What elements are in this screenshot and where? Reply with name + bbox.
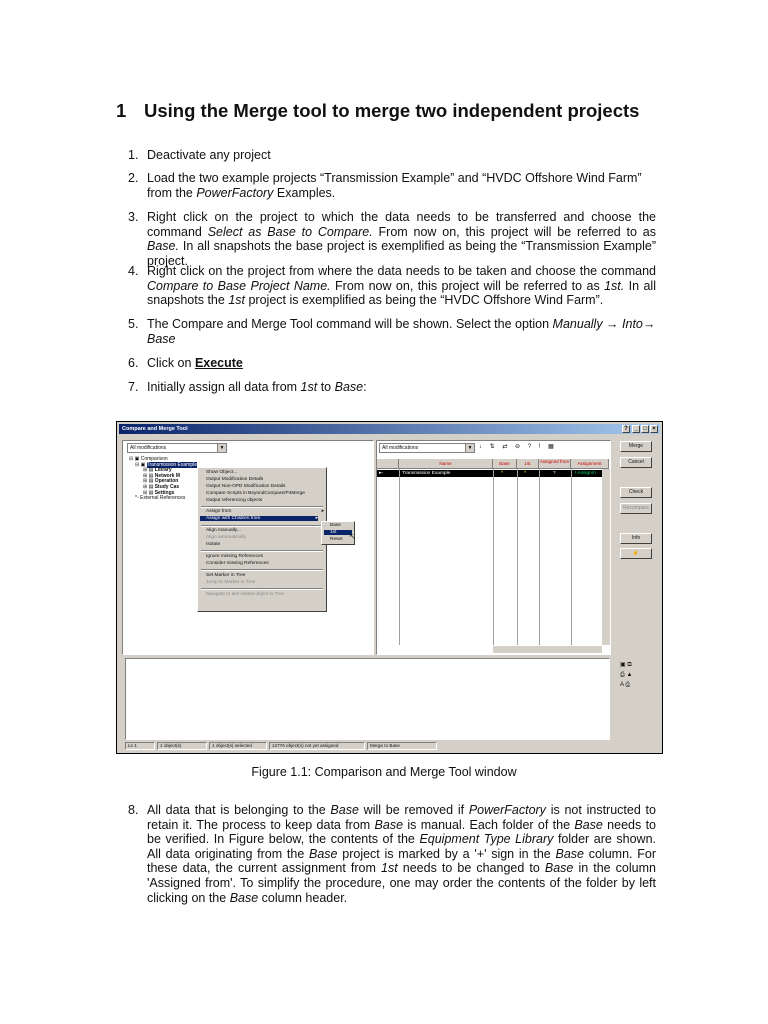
figure-caption: Figure 1.1: Comparison and Merge Tool window (251, 765, 517, 779)
right-filter-select[interactable]: All modifications ▼ (379, 443, 475, 453)
submenu-item-reset[interactable]: Reset (330, 537, 343, 542)
maximize-icon[interactable]: □ (641, 425, 649, 433)
status-objects: 1 object(s) (157, 742, 207, 750)
list-item: 8. All data that is belonging to the Base will be removed if PowerFactory is not instructed to retain it. The process to keep data from Base is manual. Each folder of the Base needs to be verified. In Figure below, the contents of the Equipment Type Library folder are shown. All data originating from the Base project is marked by a '+' sign in the Base column. For these data, the current assignment from 1st needs to be changed to Base in the column 'Assigned from'. To simplify the procedure, one may order the contents of the folder by left clicking on the Base column header. (128, 803, 657, 905)
menu-item[interactable]: Compare Scripts in BeyondCompare/P4Merge (206, 491, 305, 496)
tree-item[interactable]: ⊞ ▤ Study Cas (143, 483, 180, 490)
tree-item[interactable]: ⊟ ▣ Comparison (129, 456, 168, 462)
menu-item-assign-from[interactable]: Assign from ▸ (206, 509, 324, 514)
section-number: 1 (116, 100, 127, 121)
check-button[interactable]: Check (620, 487, 652, 498)
column-header-1st[interactable]: 1st (517, 459, 539, 469)
menu-item[interactable]: Align automatically (206, 535, 246, 540)
tree-item[interactable]: ⊞ ▤ Network M (143, 472, 180, 479)
submenu-item-1st[interactable]: 1st (324, 530, 352, 535)
menu-item[interactable]: Navigate to last visited object in Tree (206, 592, 285, 597)
close-icon[interactable]: × (650, 425, 658, 433)
menu-item[interactable]: Output Modification Details (206, 477, 264, 482)
info-button[interactable]: Info (620, 533, 652, 544)
column-header-name[interactable]: Name (399, 459, 493, 469)
menu-item[interactable]: Jump to Marker in Tree (206, 580, 256, 585)
tree-item[interactable]: ⊞ ▤ Settings (143, 489, 175, 496)
project-tree[interactable] (129, 457, 197, 502)
tree-item[interactable]: *▫ External References (135, 495, 186, 502)
menu-item[interactable]: Output Non-OPD Modification Details (206, 484, 286, 489)
list-item: 7. Initially assign all data from 1st to Base: (128, 380, 367, 394)
vertical-scrollbar[interactable] (602, 469, 610, 645)
menu-item[interactable]: Align manually... (206, 528, 241, 533)
list-item: 3. Right click on the project to which the data needs to be transferred and choose the command Select as Base to Compare. From now on, this project will be referred to as Base. In all snapshots the base project is exemplified as being the “Transmission Example” project. (128, 210, 656, 268)
status-line: Ln 1 (125, 742, 155, 750)
menu-item[interactable]: Ignore missing References (206, 554, 264, 559)
status-mode: Merge to Base (367, 742, 437, 750)
menu-item[interactable]: Set Marker in Tree (206, 573, 246, 578)
tree-item[interactable]: ⊟ ▣ Transmission Example (135, 461, 197, 468)
column-header-base[interactable]: Base (493, 459, 517, 469)
menu-item-assign-children[interactable]: Assign with Children from ▸ (200, 516, 318, 521)
minimize-icon[interactable]: _ (632, 425, 640, 433)
table-row[interactable]: ▸▫ Transmission Example ^ ^ ? ! Assignm (377, 470, 609, 477)
menu-item[interactable]: Output referencing objects (206, 498, 263, 503)
output-toolbar-icons[interactable]: ▣ ⧉ ⎙ ▲ A ⎙ (620, 662, 633, 688)
list-item: 1. Deactivate any project (128, 148, 271, 162)
column-header-assignment[interactable]: Assignment (571, 459, 609, 469)
grid-corner (377, 459, 399, 469)
chevron-down-icon: ▼ (217, 444, 226, 452)
menu-item[interactable]: Isolate (206, 542, 221, 547)
output-pane[interactable] (125, 658, 610, 740)
cursor-icon: ↖ (349, 532, 356, 541)
chevron-down-icon: ▼ (465, 444, 474, 452)
help-icon[interactable]: ? (622, 425, 630, 433)
column-header-assigned[interactable]: Assigned from (539, 459, 571, 469)
tree-item[interactable]: ⊞ ▤ Library (143, 467, 172, 474)
status-unassigned: 12776 object(s) not yet assigned (269, 742, 365, 750)
context-menu (197, 467, 327, 612)
section-title: Using the Merge tool to merge two independent projects (144, 100, 640, 121)
list-item: 5. The Compare and Merge Tool command will be shown. Select the option Manually → Into→ Base (128, 317, 656, 346)
merge-tool-screenshot (116, 421, 663, 754)
section-heading (116, 100, 639, 122)
list-item: 4. Right click on the project from where the data needs to be taken and choose the command Compare to Base Project Name. From now on, this project will be referred to as 1st. In all snapshots the 1st project is exemplified as being the “HVDC Offshore Wind Farm”. (128, 264, 656, 308)
cancel-button[interactable]: Cancel (620, 457, 652, 468)
merge-button[interactable]: Merge (620, 441, 652, 452)
list-item: 2. Load the two example projects “Transmission Example” and “HVDC Offshore Wind Farm” from the PowerFactory Examples. (128, 171, 642, 200)
left-filter-select[interactable]: All modifications ▼ (127, 443, 227, 453)
menu-item[interactable]: Consider missing References (206, 561, 269, 566)
tree-item[interactable]: ⊞ ▤ Operation (143, 478, 179, 485)
hand-icon[interactable]: ☝ (620, 548, 652, 559)
grid-toolbar-icons[interactable]: ↓ ⇅ ⇄ ⊖ ? ! ▦ (479, 444, 557, 450)
horizontal-scrollbar[interactable] (493, 646, 602, 653)
list-item: 6. Click on Execute (128, 356, 243, 370)
status-selected: 1 object(s) selected (209, 742, 267, 750)
menu-item[interactable]: Show Object... (206, 470, 238, 475)
window-title-bar: Compare and Merge Tool ? _ □ × (119, 424, 660, 434)
submenu-item-base[interactable]: Base (330, 523, 341, 528)
recompare-button[interactable]: Recompare (620, 503, 652, 514)
